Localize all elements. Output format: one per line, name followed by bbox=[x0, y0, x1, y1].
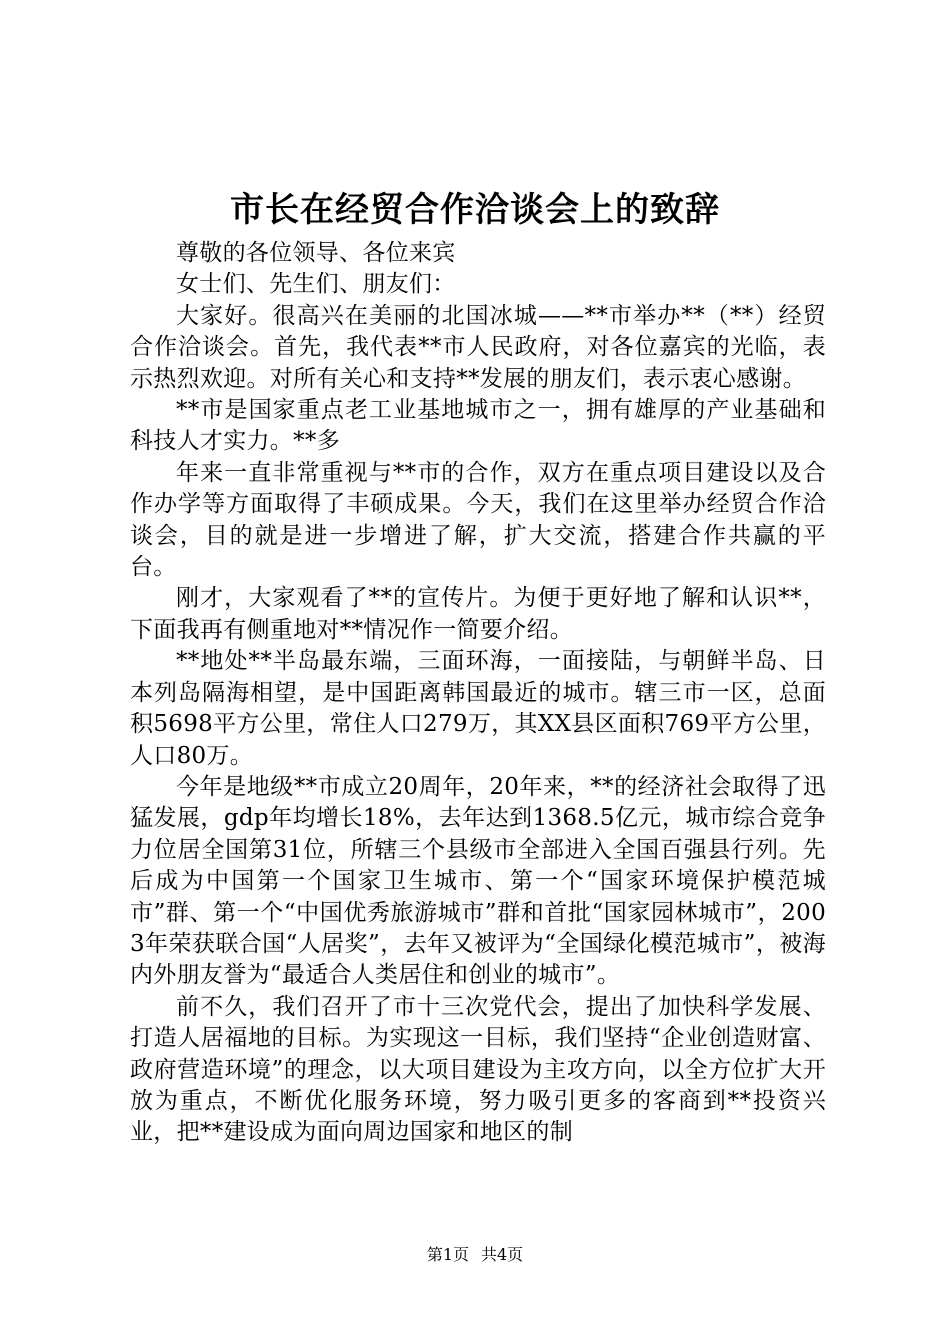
paragraph-city-intro: **市是国家重点老工业基地城市之一，拥有雄厚的产业基础和科技人才实力。**多 bbox=[130, 397, 826, 455]
page-footer bbox=[0, 1245, 950, 1265]
paragraph-development: 今年是地级**市成立20周年，20年来，**的经济社会取得了迅猛发展，gdp年均增长18%，去年达到1368.5亿元，城市综合竞争力位居全国第31位，所辖三个县级市全部进入全国百强县行列。先后成为中国第一个国家卫生城市、第一个“国家环境保护模范城市”群、第一个“中国优秀旅游城市”群和首批“国家园林城市”，2003年荣获联合国“人居奖”，去年又被评为“全国绿化模范城市”，被海内外朋友誉为“最适合人类居住和创业的城市”。 bbox=[130, 773, 826, 989]
paragraph-salutation-2: 女士们、先生们、朋友们： bbox=[176, 271, 456, 298]
paragraph-greeting: 大家好。很高兴在美丽的北国冰城——**市举办**（**）经贸合作洽谈会。首先，我代表**市人民政府，对各位嘉宾的光临，表示热烈欢迎。对所有关心和支持**发展的朋友们，表示衷心感谢。 bbox=[130, 302, 826, 392]
document-body bbox=[130, 238, 826, 1149]
page-number: 第1页 bbox=[426, 1245, 469, 1264]
page-total: 共4页 bbox=[481, 1245, 524, 1264]
paragraph-salutation-1: 尊敬的各位领导、各位来宾 bbox=[176, 240, 456, 266]
paragraph-goals: 前不久，我们召开了市十三次党代会，提出了加快科学发展、打造人居福地的目标。为实现这一目标，我们坚持“企业创造财富、政府营造环境”的理念，以大项目建设为主攻方向，以全方位扩大开放为重点，不断优化服务环境，努力吸引更多的客商到**投资兴业，把**建设成为面向周边国家和地区的制 bbox=[130, 993, 826, 1146]
document-title: 市长在经贸合作洽谈会上的致辞 bbox=[230, 190, 720, 230]
paragraph-cooperation: 年来一直非常重视与**市的合作，双方在重点项目建设以及合作办学等方面取得了丰硕成果。今天，我们在这里举办经贸合作洽谈会，目的就是进一步增进了解，扩大交流，搭建合作共赢的平台。 bbox=[130, 459, 826, 581]
paragraph-geography: **地处**半岛最东端，三面环海，一面接陆，与朝鲜半岛、日本列岛隔海相望，是中国距离韩国最近的城市。辖三市一区，总面积5698平方公里，常住人口279万，其XX县区面积769平方公里，人口80万。 bbox=[130, 648, 826, 769]
paragraph-video: 刚才，大家观看了**的宣传片。为便于更好地了解和认识**，下面我再有侧重地对**情况作一简要介绍。 bbox=[130, 585, 826, 643]
